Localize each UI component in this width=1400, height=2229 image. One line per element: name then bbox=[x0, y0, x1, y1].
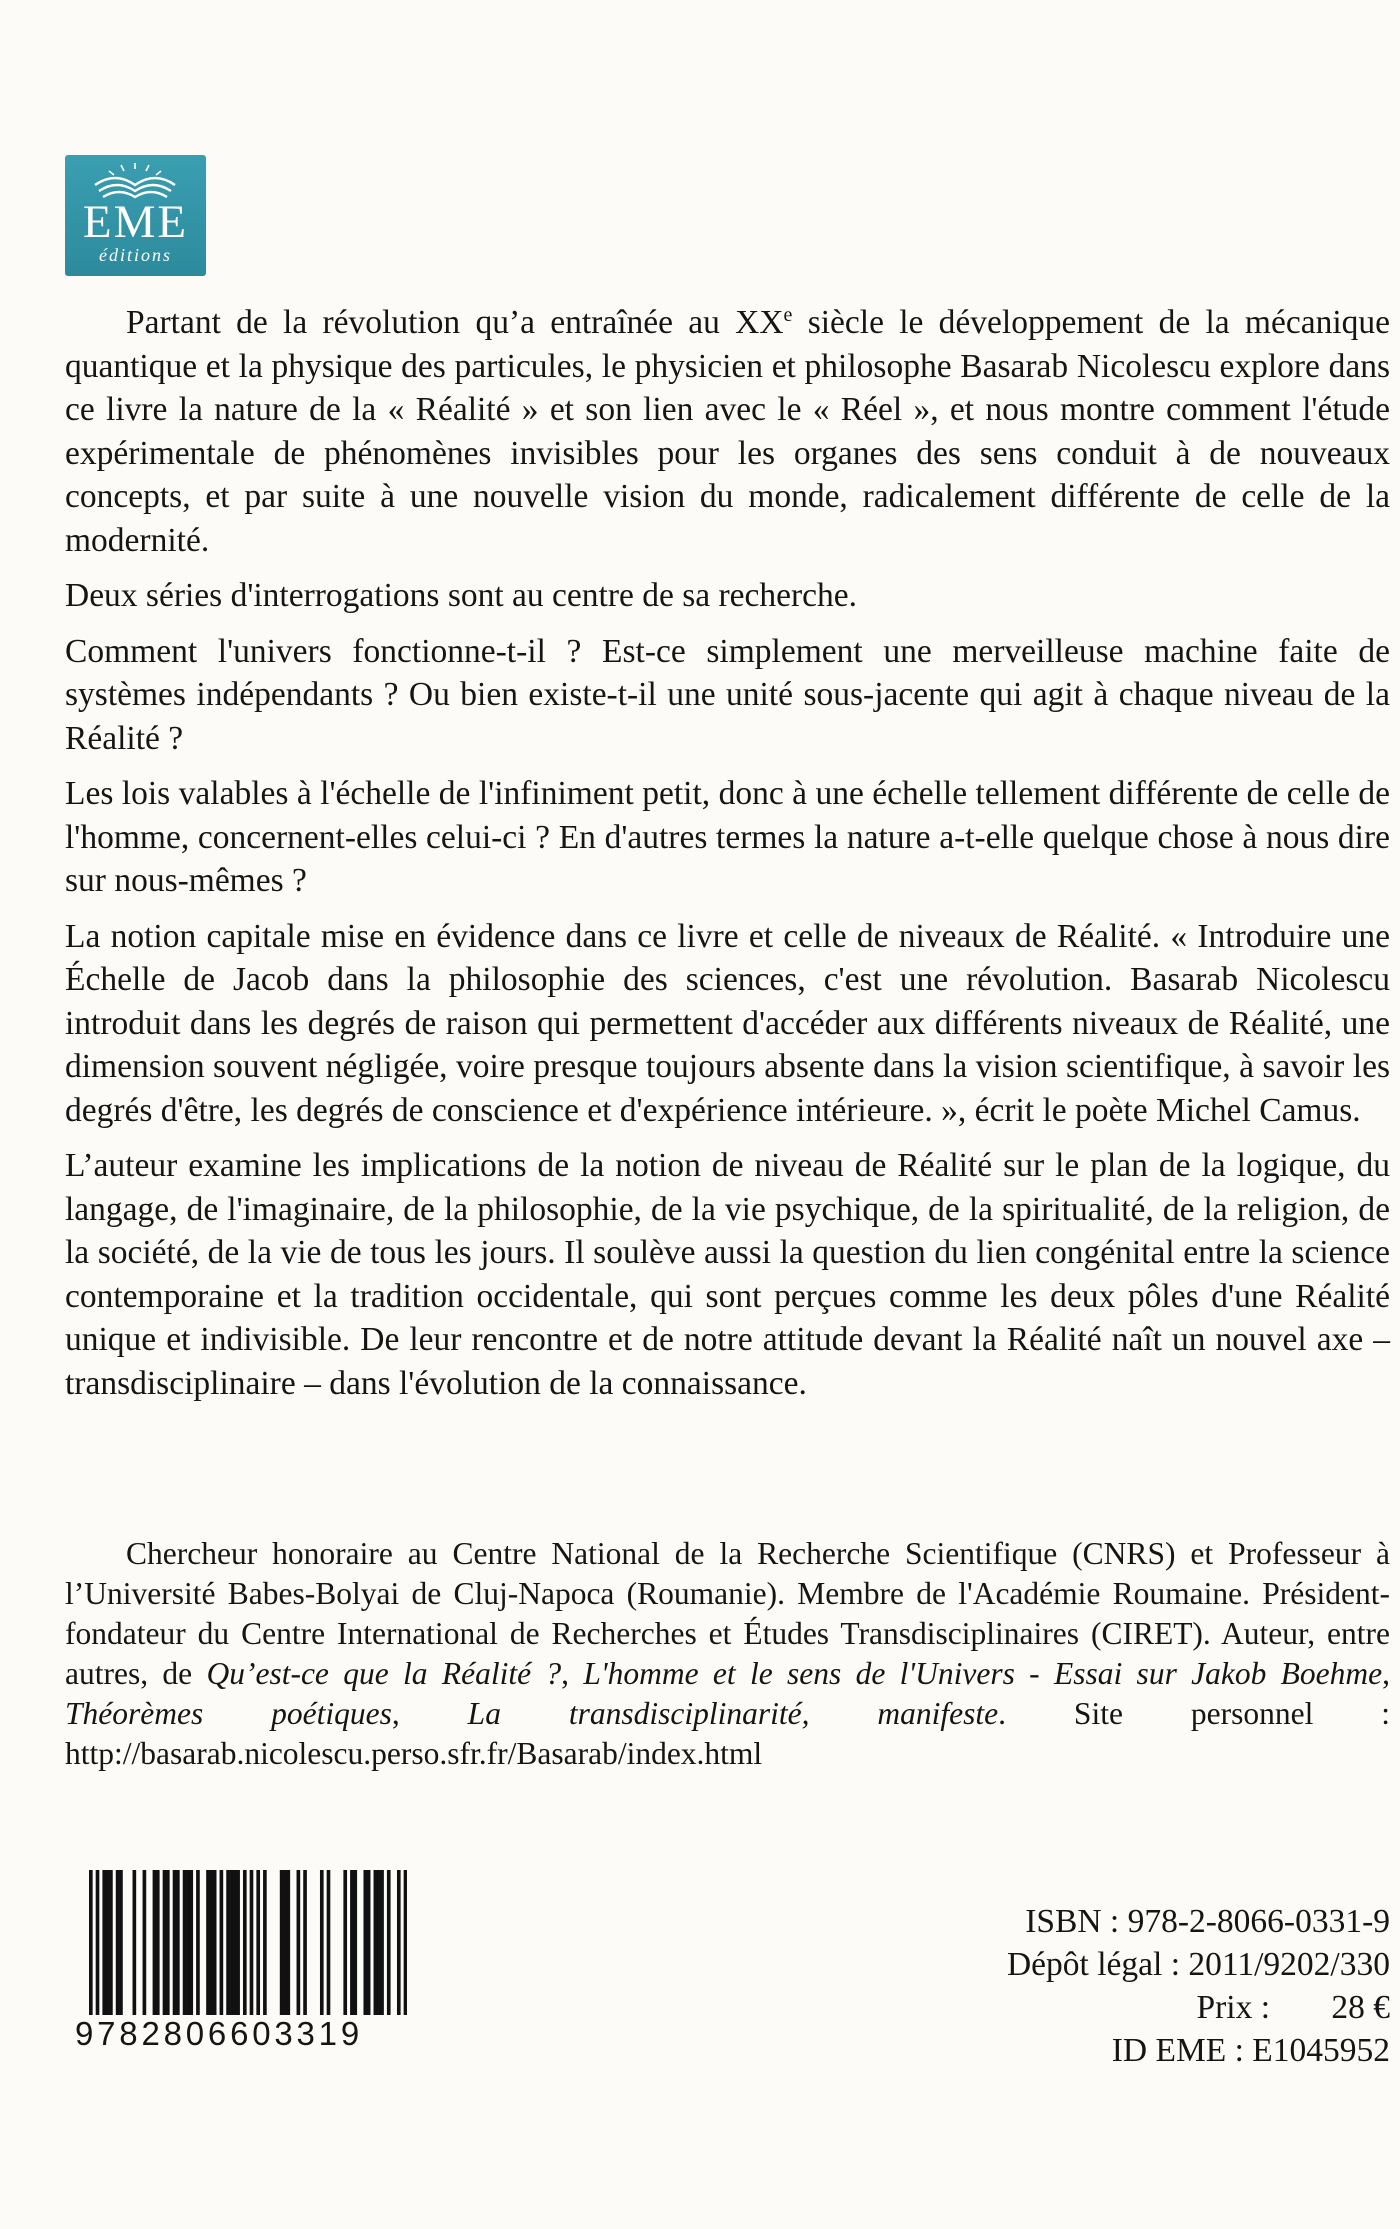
barcode-bar bbox=[343, 1870, 347, 2016]
book-title-3: Théorèmes poétiques bbox=[65, 1696, 392, 1731]
logo-subtitle: éditions bbox=[99, 245, 172, 265]
barcode-bar bbox=[367, 1870, 371, 2016]
barcode-bar bbox=[183, 1870, 187, 2016]
bio-text-2: . Site personnel : http://basarab.nicolescu.perso.sfr.fr/Basarab/index.html bbox=[65, 1696, 1390, 1771]
barcode-bar bbox=[206, 1870, 210, 2016]
barcode-bar bbox=[387, 1870, 391, 2016]
blurb-paragraph-1 bbox=[65, 294, 1390, 562]
depot-legal: Dépôt légal : 2011/9202/330 bbox=[1006, 1946, 1390, 1983]
barcode-bar bbox=[350, 1870, 354, 2016]
isbn: ISBN : 978-2-8066-0331-9 bbox=[1025, 1903, 1390, 1940]
barcode-bar bbox=[166, 1870, 170, 2016]
barcode-bar bbox=[119, 1870, 123, 2016]
barcode-bar bbox=[303, 1870, 307, 2016]
barcode-bar bbox=[256, 1870, 260, 2016]
blurb-p1-start: Partant de la révolution qu’a entraînée au XX bbox=[126, 304, 784, 342]
bio-sep-3: , bbox=[391, 1696, 468, 1731]
price-label: Prix : bbox=[1196, 1989, 1270, 2026]
barcode-bar bbox=[236, 1870, 240, 2016]
barcode-bar bbox=[106, 1870, 110, 2016]
book-title-2: L'homme et le sens de l'Univers - Essai sur Jakob Boehme bbox=[583, 1656, 1383, 1691]
barcode-bar bbox=[196, 1870, 200, 2016]
bio-text-1: Chercheur honoraire au Centre National de la Recherche Scientifique (CNRS) et Professeur à l’Université Babes-Bolyai de Cluj-Napoca (Roumanie). Membre de l'Académie Roumaine. Président-fondateur du Centre International de Recherches et Études Transdisciplinaires (CIRET). Auteur, entre autres, de bbox=[65, 1536, 1390, 1691]
barcode-bar bbox=[163, 1870, 167, 2016]
barcode-bar bbox=[320, 1870, 324, 2016]
author-bio bbox=[65, 1534, 1390, 1774]
barcode-bar bbox=[186, 1870, 190, 2016]
barcode-bar bbox=[133, 1870, 137, 2016]
price-value: 28 € bbox=[1331, 1989, 1390, 2026]
bio-sep-1: , bbox=[561, 1656, 584, 1691]
barcode-bar bbox=[143, 1870, 147, 2016]
blurb-paragraph-2: Deux séries d'interrogations sont au centre de sa recherche. bbox=[65, 577, 858, 615]
barcode-bar bbox=[210, 1870, 214, 2016]
barcode-number: 9782806603319 bbox=[75, 2015, 407, 2053]
barcode-bar bbox=[116, 1870, 120, 2016]
barcode-bar bbox=[280, 1870, 284, 2016]
publisher-logo bbox=[65, 155, 206, 276]
barcode-bar bbox=[374, 1870, 378, 2016]
blurb-paragraph-4: Les lois valables à l'échelle de l'infiniment petit, donc à une échelle tellement différente de celle de l'homme, concernent-elles celui-ci ? En d'autres termes la nature a-t-elle quelque chose à nous dire sur nous-mêmes ? bbox=[65, 775, 1390, 900]
bio-sep-2: , bbox=[1382, 1656, 1391, 1691]
barcode-bar bbox=[109, 1870, 113, 2016]
blurb bbox=[65, 294, 1390, 1417]
barcode-bar bbox=[263, 1870, 267, 2016]
century-superscript: e bbox=[783, 304, 793, 326]
blurb-paragraph-3: Comment l'univers fonctionne-t-il ? Est-ce simplement une merveilleuse machine faite de systèmes indépendants ? Ou bien existe-t-il une unité sous-jacente qui agit à chaque niveau de la Réalité ? bbox=[65, 632, 1390, 757]
barcode-bar bbox=[233, 1870, 237, 2016]
barcode-bar bbox=[189, 1870, 193, 2016]
barcode-bar bbox=[102, 1870, 106, 2016]
barcode-bar bbox=[226, 1870, 230, 2016]
blurb-paragraph-5: La notion capitale mise en évidence dans ce livre et celle de niveaux de Réalité. « Introduire une Échelle de Jacob dans la philosophie des sciences, c'est une révolution. Basarab Nicolescu introduit dans les degrés de raison qui permettent d'accéder aux différents niveaux de Réalité, une dimension souvent négligée, voire presque toujours absente dans la vision scientifique, à savoir les degrés d'être, les degrés de conscience et d'expérience intérieure. », écrit le poète Michel Camus. bbox=[65, 917, 1390, 1129]
barcode-bar bbox=[230, 1870, 234, 2016]
barcode-bar bbox=[297, 1870, 301, 2016]
author-bio-text bbox=[65, 1534, 1390, 1774]
barcode-bar bbox=[380, 1870, 384, 2016]
publication-info bbox=[1007, 1900, 1390, 2072]
id-eme: ID EME : E1045952 bbox=[1111, 2032, 1390, 2069]
barcode-bar bbox=[156, 1870, 160, 2016]
barcode-bar bbox=[377, 1870, 381, 2016]
barcode-bar bbox=[176, 1870, 180, 2016]
price bbox=[1007, 1986, 1390, 2029]
barcode-bar bbox=[353, 1870, 357, 2016]
barcode-bar bbox=[327, 1870, 331, 2016]
logo-text: EME bbox=[82, 196, 189, 248]
barcode-bar bbox=[283, 1870, 287, 2016]
blurb-paragraph-6: L’auteur examine les implications de la notion de niveau de Réalité sur le plan de la logique, du langage, de l'imaginaire, de la philosophie, de la vie psychique, de la spiritualité, de la religion, de la société, de la vie de tous les jours. Il soulève aussi la question du lien congénital entre la science contemporaine et la tradition occidentale, qui sont perçues comme les deux pôles d'une Réalité unique et indivisible. De leur rencontre et de notre attitude devant la Réalité naît un nouvel axe – transdisciplinaire – dans l'évolution de la connaissance. bbox=[65, 1147, 1390, 1402]
barcode-bar bbox=[363, 1870, 367, 2016]
book-title-4: La transdisciplinarité, manifeste bbox=[467, 1696, 999, 1731]
barcode-bar bbox=[153, 1870, 157, 2016]
blurb-p1-end: siècle le développement de la mécanique quantique et la physique des particules, le physicien et philosophe Basarab Nicolescu explore dans ce livre la nature de la « Réalité » et son lien avec le « Réel », et nous montre comment l'étude expérimentale de phénomènes invisibles pour les organes des sens conduit à de nouveaux concepts, et par suite à une nouvelle vision du monde, radicalement différente de celle de la modernité. bbox=[65, 304, 1391, 559]
barcode-bar bbox=[173, 1870, 177, 2016]
barcode-bar bbox=[220, 1870, 224, 2016]
barcode-bar bbox=[286, 1870, 290, 2016]
barcode-bar bbox=[213, 1870, 217, 2016]
book-title-1: Qu’est-ce que la Réalité ? bbox=[206, 1656, 562, 1691]
